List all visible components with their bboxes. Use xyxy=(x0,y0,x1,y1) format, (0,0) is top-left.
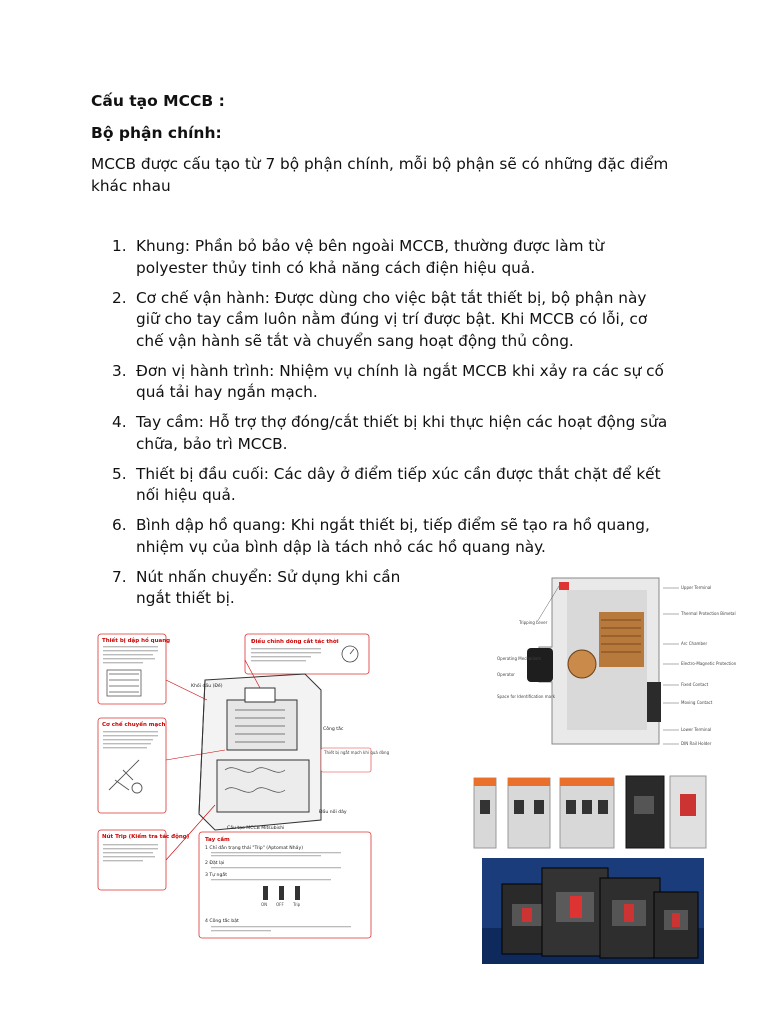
mcb-cutaway-diagram xyxy=(497,572,735,752)
parts-list xyxy=(91,236,671,618)
mcb-label-right: Moving Contact xyxy=(681,700,713,705)
mcb-label-left: Tripping Lever xyxy=(519,620,548,625)
label-base: Đầu nối dây xyxy=(319,810,347,815)
position-trip: Trip xyxy=(293,902,301,907)
mcb-product-photo xyxy=(470,770,710,858)
list-item: 5. Thiết bị đầu cuối: Các dây ở điểm tiếp xúc cần được thắt chặt để kết nối hiệu quả. xyxy=(112,464,661,504)
label-thermal: Thiết bị ngắt mạch khi quá dòng xyxy=(324,750,390,755)
mcb-label-right: Fixed Contact xyxy=(681,682,709,687)
section-subtitle: Bộ phận chính: xyxy=(91,124,222,142)
callout-adjust-title: Điều chỉnh dòng cắt tác thời xyxy=(251,639,339,645)
mcb-label-right: Arc Chamber xyxy=(681,641,708,646)
handle-line-3: 3 Tự ngắt xyxy=(205,873,228,878)
callout-arc-title: Thiết bị dập hồ quang xyxy=(102,638,171,644)
mcb-label-right: Electro-Magnetic Protection xyxy=(681,661,737,666)
mcb-label-right: Thermal Protection Bimetal xyxy=(681,611,736,616)
position-off: OFF xyxy=(276,902,284,907)
label-terminals: Khối đầu (Đế) xyxy=(191,684,223,689)
callout-mechanism-title: Cơ chế chuyển mạch xyxy=(102,722,166,728)
mccb-structure-diagram xyxy=(95,630,390,940)
list-item: 3. Đơn vị hành trình: Nhiệm vụ chính là ngắt MCCB khi xảy ra các sự cố quá tải hay ngắn mạch. xyxy=(112,361,664,401)
label-switch: Công tắc xyxy=(323,727,344,732)
intro-paragraph: MCCB được cấu tạo từ 7 bộ phận chính, mỗi bộ phận sẽ có những đặc điểm khác nhau xyxy=(91,155,669,195)
list-item: 4. Tay cầm: Hỗ trợ thợ đóng/cắt thiết bị khi thực hiện các hoạt động sửa chữa, bảo trì MCCB. xyxy=(112,413,668,453)
document-title: Cấu tạo MCCB : xyxy=(91,92,225,110)
list-item: 7. Nút nhấn chuyển: Sử dụng khi cần ngắt thiết bị. xyxy=(112,567,401,607)
mcb-label-right: Lower Terminal xyxy=(681,727,712,732)
callout-trip-title: Nút Trip (Kiểm tra tác động) xyxy=(102,834,190,840)
handle-line-4: 4 Công tắc bật xyxy=(205,919,239,924)
mccb-product-photo xyxy=(482,858,704,964)
list-item: 2. Cơ chế vận hành: Được dùng cho việc bật tắt thiết bị, bộ phận này giữ cho tay cầm luôn nằm đúng vị trí được bật. Khi MCCB có lỗi, cơ chế vận hành sẽ tắt và chuyển sang hoạt động thủ công. xyxy=(112,288,648,350)
list-item: 1. Khung: Phần bỏ bảo vệ bên ngoài MCCB, thường được làm từ polyester thủy tinh có khả năng cách điện hiệu quả. xyxy=(112,237,605,277)
position-on: ON xyxy=(261,902,268,907)
mcb-label-left: Space for Identification mark xyxy=(497,694,556,699)
mcb-label-left: Operating Mechanism xyxy=(497,656,541,661)
mcb-label-right: Upper Terminal xyxy=(681,585,712,590)
handle-title: Tay cầm xyxy=(205,837,230,843)
mcb-label-right: DIN Rail Holder xyxy=(681,741,712,746)
handle-line-2: 2 Đặt lại xyxy=(205,861,225,866)
mcb-label-left: Operator xyxy=(497,672,515,677)
list-item: 6. Bình dập hồ quang: Khi ngắt thiết bị, tiếp điểm sẽ tạo ra hồ quang, nhiệm vụ của bình dập là tách nhỏ các hồ quang này. xyxy=(112,516,650,556)
diagram-caption: Cấu tạo MCCB Mitsubishi xyxy=(227,826,285,831)
handle-line-1: 1 Chỉ dẫn trạng thái "Trip" (Aptomat Nhảy) xyxy=(205,846,303,851)
